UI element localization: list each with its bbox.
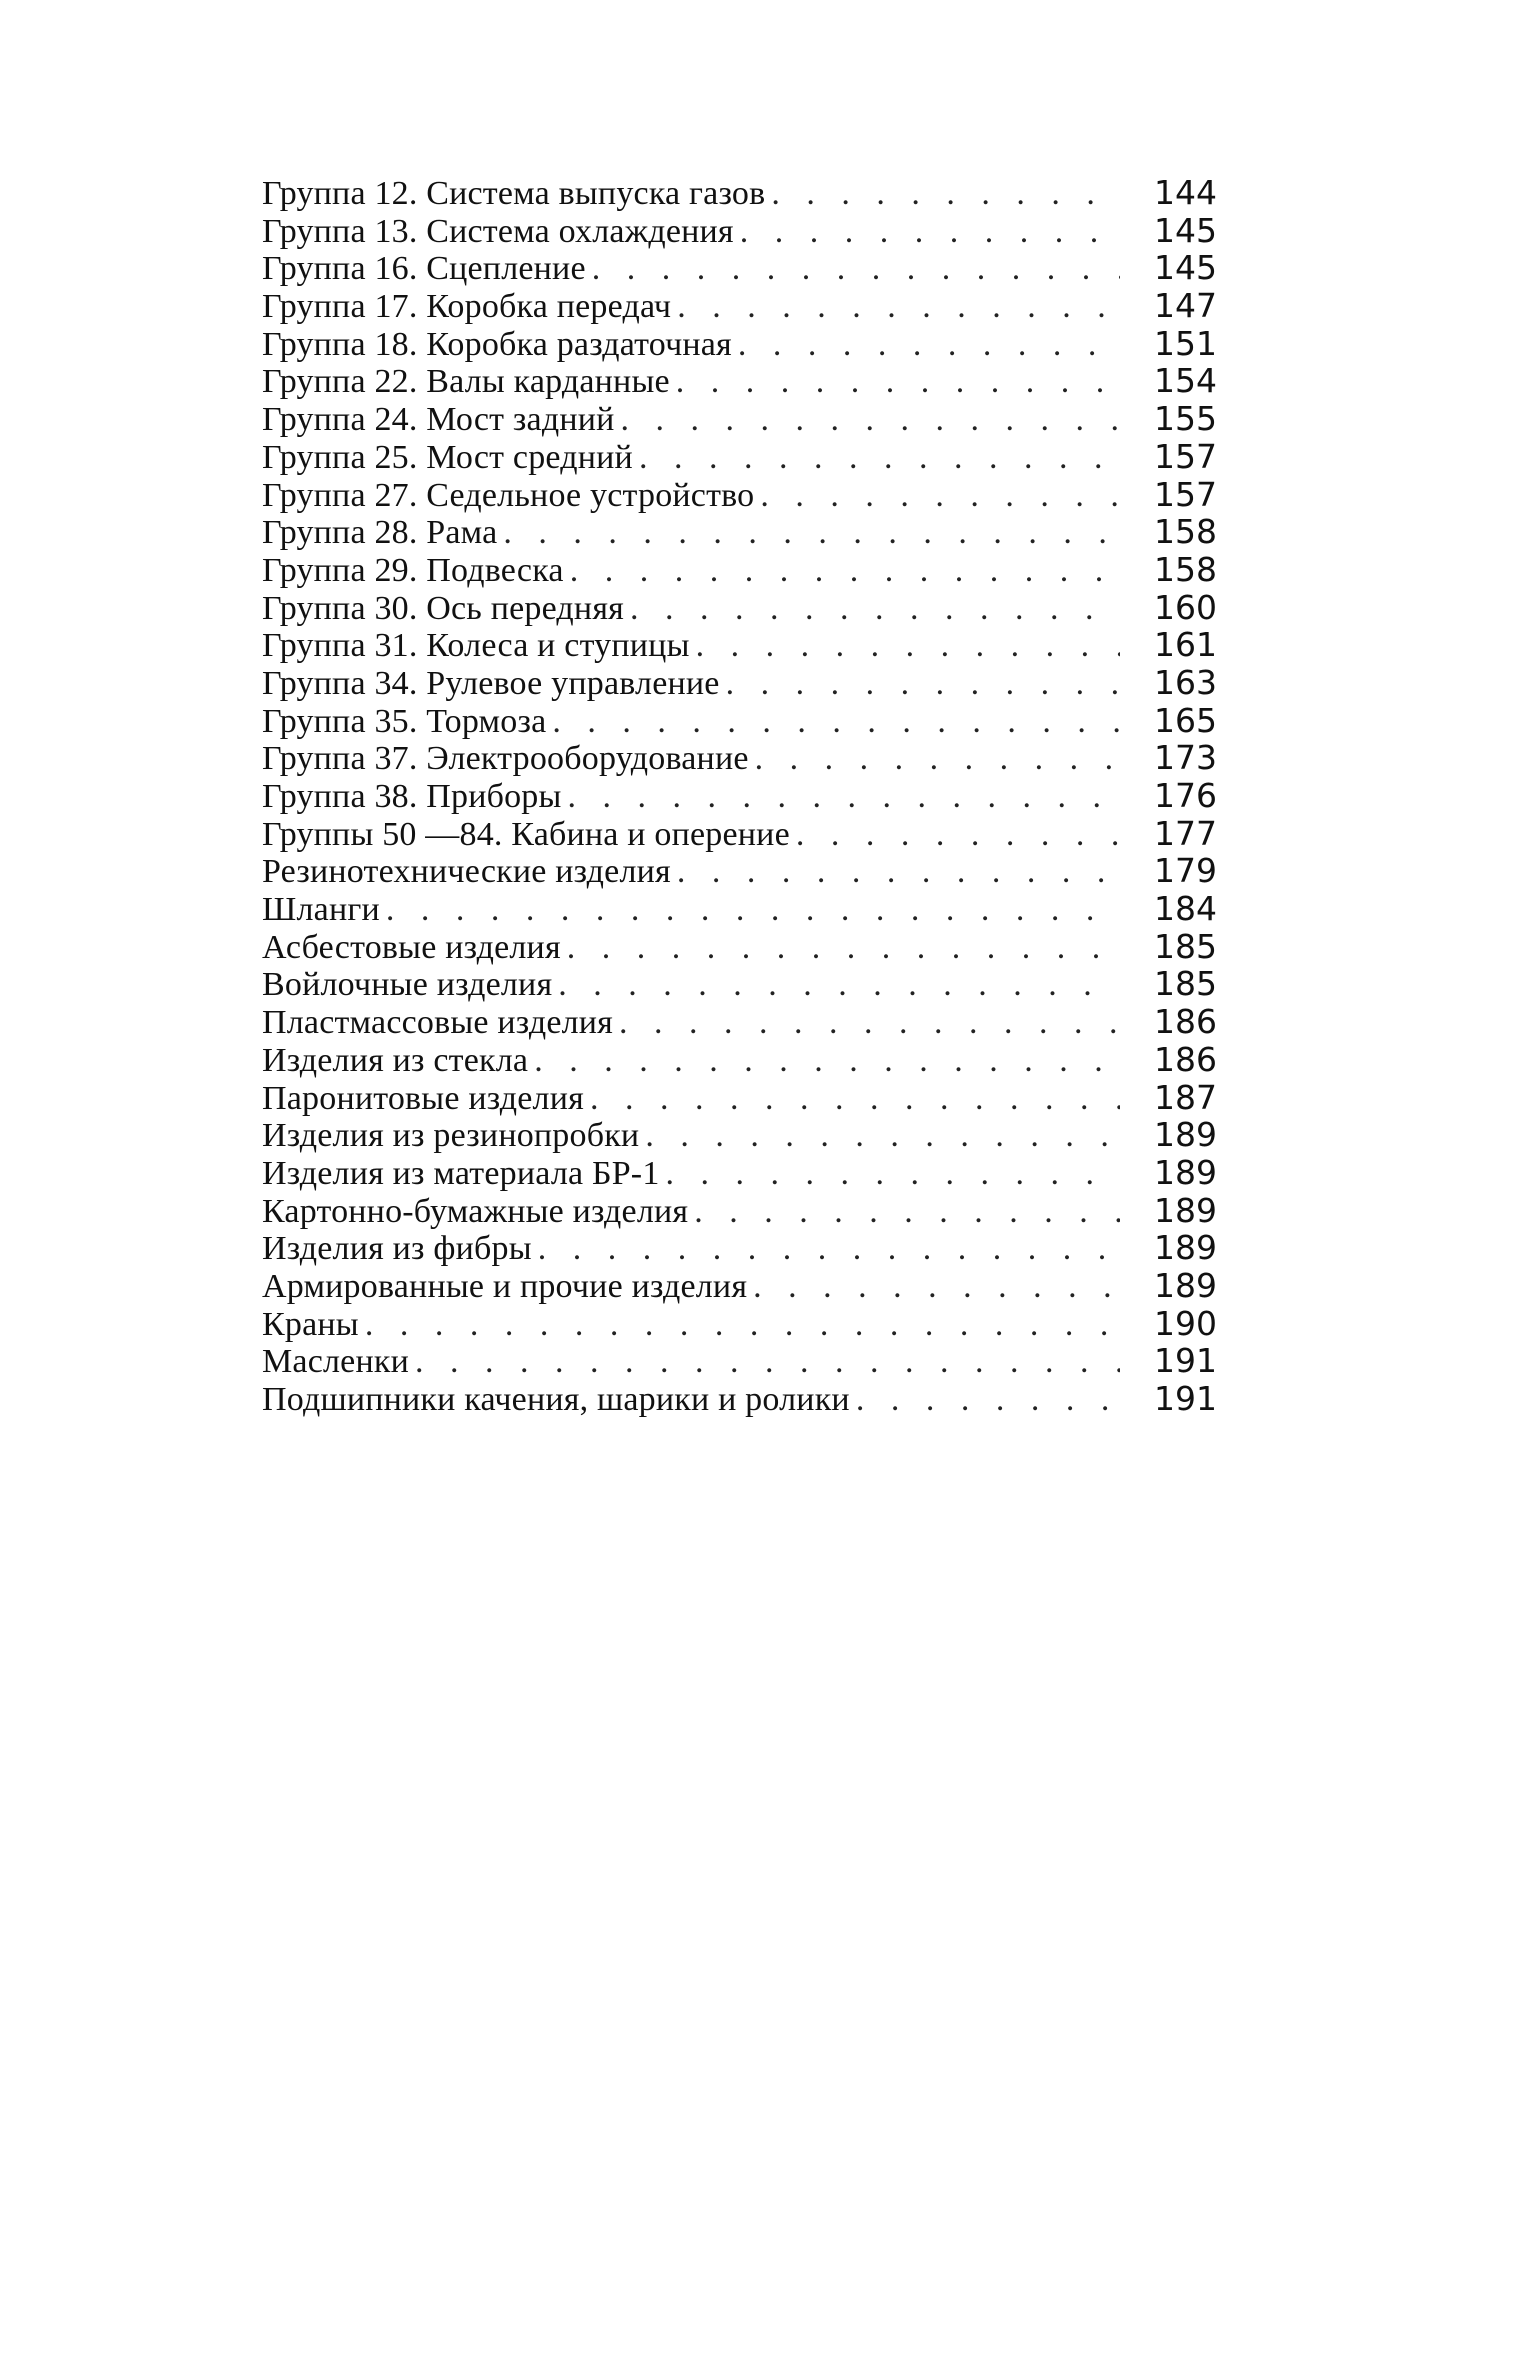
toc-entry [262,928,1240,966]
toc-entry-title: Изделия из фибры [262,1230,532,1268]
toc-entry-page-number: 158 [1154,549,1217,589]
toc-entry [262,438,1240,476]
toc-entry [262,890,1240,928]
toc-entry-page-number: 154 [1154,361,1217,401]
toc-entry [262,1192,1240,1230]
toc-entry [262,626,1240,664]
toc-entry-title: Паронитовые изделия [262,1079,584,1117]
toc-entry-title: Группа 38. Приборы [262,778,562,815]
toc-entry-page-number: 190 [1154,1303,1217,1343]
toc-entry-title: Асбестовые изделия [262,928,561,966]
toc-entry-title: Войлочные изделия [262,966,553,1004]
toc-entry-title: Группа 31. Колеса и ступицы [262,627,690,665]
toc-entry-title: Группы 50 —84. Кабина и оперение [262,815,790,853]
toc-entry-page-number: 186 [1154,1002,1217,1042]
toc-entry-page-number: 155 [1154,399,1217,439]
dot-leader [732,326,1120,364]
toc-entry [262,702,1240,740]
toc-entry-title: Резинотехнические изделия [262,853,671,891]
toc-entry-page-number: 145 [1154,210,1217,250]
toc-entry [262,664,1240,702]
toc-entry [262,1116,1240,1154]
toc-entry [262,1003,1240,1041]
dot-leader [359,1306,1120,1344]
dot-leader [497,514,1120,552]
dot-leader [562,778,1120,816]
toc-entry-page-number: 189 [1154,1115,1217,1155]
toc-entry-title: Масленки [262,1343,409,1381]
toc-entry [262,476,1240,514]
dot-leader [749,740,1120,778]
toc-entry [262,174,1240,212]
dot-leader [765,175,1120,213]
toc-entry-page-number: 189 [1154,1190,1217,1230]
dot-leader [690,627,1120,665]
toc-entry-page-number: 147 [1154,286,1217,326]
toc-entry-page-number: 191 [1154,1379,1217,1418]
dot-leader [850,1381,1120,1419]
dot-leader [670,363,1120,401]
toc-entry-title: Группа 29. Подвеска [262,551,564,589]
toc-entry-page-number: 157 [1154,474,1217,514]
toc-entry-title: Группа 24. Мост задний [262,401,615,439]
dot-leader [720,665,1120,703]
toc-entry-title: Группа 34. Рулевое управление [262,664,720,702]
toc-entry-title: Изделия из материала БР-1 [262,1154,660,1192]
dot-leader [633,439,1120,477]
toc-entry [262,1342,1240,1380]
toc-entry-page-number: 187 [1154,1077,1217,1117]
dot-leader [586,250,1120,288]
toc-entry-title: Группа 12. Система выпуска газов [262,175,766,212]
dot-leader [546,703,1120,741]
toc-entry-page-number: 184 [1154,889,1217,929]
toc-entry [262,852,1240,890]
toc-entry-page-number: 185 [1154,926,1217,966]
toc-entry [262,513,1240,551]
toc-entry [262,1380,1240,1418]
toc-entry-title: Группа 18. Коробка раздаточная [262,325,732,363]
toc-entry [262,1267,1240,1305]
dot-leader [615,401,1120,439]
toc-entry-page-number: 179 [1154,851,1217,891]
dot-leader [561,929,1120,967]
dot-leader [671,853,1120,891]
toc-entry-page-number: 163 [1154,662,1217,702]
toc-entry-page-number: 157 [1154,436,1217,476]
toc-entry-title: Подшипники качения, шарики и ролики [262,1381,850,1418]
toc-entry-title: Группа 22. Валы карданные [262,363,670,401]
toc-entry-page-number: 144 [1154,173,1217,212]
toc-entry-title: Группа 27. Седельное устройство [262,476,755,514]
dot-leader [624,590,1120,628]
toc-entry [262,739,1240,777]
toc-entry-page-number: 186 [1154,1039,1217,1079]
dot-leader [532,1230,1120,1268]
toc-entry [262,1041,1240,1079]
toc-entry [262,777,1240,815]
dot-leader [552,966,1120,1004]
toc-entry [262,965,1240,1003]
dot-leader [380,891,1120,929]
toc-entry-page-number: 145 [1154,248,1217,288]
toc-entry-title: Группа 37. Электрооборудование [262,740,749,778]
toc-entry [262,815,1240,853]
dot-leader [747,1268,1120,1306]
dot-leader [754,477,1120,515]
toc-entry-page-number: 177 [1154,813,1217,853]
toc-entry-title: Шланги [262,891,380,929]
toc-entry-page-number: 165 [1154,700,1217,740]
table-of-contents [262,174,1240,1418]
toc-entry-title: Группа 16. Сцепление [262,250,586,288]
dot-leader [564,552,1120,590]
toc-entry-page-number: 160 [1154,587,1217,627]
toc-entry-title: Изделия из стекла [262,1041,529,1079]
dot-leader [528,1042,1120,1080]
toc-entry-page-number: 158 [1154,512,1217,552]
toc-entry-page-number: 176 [1154,776,1217,815]
dot-leader [688,1193,1120,1231]
toc-entry-title: Группа 28. Рама [262,514,498,552]
toc-entry [262,287,1240,325]
dot-leader [639,1117,1120,1155]
dot-leader [613,1004,1120,1042]
toc-entry-page-number: 161 [1154,625,1217,665]
toc-entry [262,249,1240,287]
toc-entry [262,1229,1240,1267]
dot-leader [734,213,1120,251]
toc-entry-page-number: 173 [1154,738,1217,778]
toc-entry [262,1079,1240,1117]
toc-entry-page-number: 191 [1154,1341,1217,1381]
toc-entry [262,400,1240,438]
toc-entry-title: Пластмассовые изделия [262,1004,614,1042]
dot-leader [584,1080,1120,1118]
toc-entry-title: Группа 30. Ось передняя [262,589,624,627]
dot-leader [409,1343,1120,1381]
toc-entry [262,362,1240,400]
toc-entry-title: Группа 35. Тормоза [262,702,547,740]
toc-entry-page-number: 189 [1154,1152,1217,1192]
toc-entry-title: Армированные и прочие изделия [262,1267,748,1305]
toc-entry [262,589,1240,627]
toc-entry-title: Группа 13. Система охлаждения [262,212,734,250]
toc-entry-title: Группа 17. Коробка передач [262,288,672,326]
toc-entry-page-number: 151 [1154,323,1217,363]
dot-leader [660,1155,1120,1193]
toc-entry [262,325,1240,363]
toc-entry [262,1305,1240,1343]
toc-entry-title: Картонно-бумажные изделия [262,1192,689,1230]
toc-entry [262,212,1240,250]
toc-entry-title: Изделия из резинопробки [262,1117,640,1155]
dot-leader [671,288,1120,326]
toc-entry-page-number: 185 [1154,964,1217,1004]
toc-entry-page-number: 189 [1154,1228,1217,1268]
toc-entry-page-number: 189 [1154,1265,1217,1305]
dot-leader [790,816,1120,854]
toc-entry-title: Группа 25. Мост средний [262,438,633,476]
toc-entry-title: Краны [262,1305,359,1343]
toc-entry [262,1154,1240,1192]
toc-entry [262,551,1240,589]
